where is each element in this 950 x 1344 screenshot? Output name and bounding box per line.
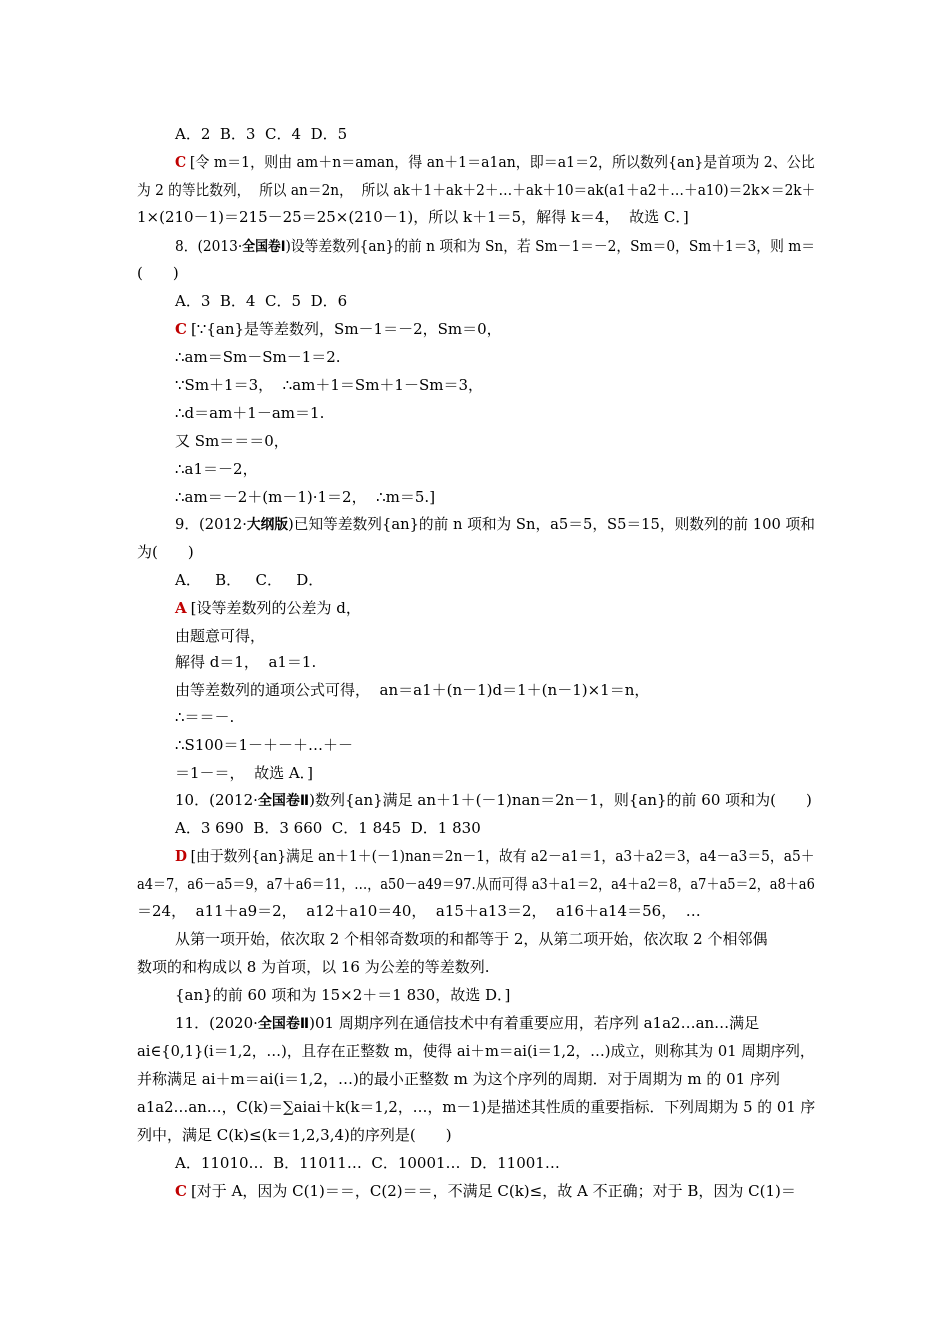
- q10-stem: 10．(2012·全国卷Ⅱ)数列{an}满足 an＋1＋(－1)nan＝2n－1，则{an}的前 60 项和为( ): [175, 791, 812, 809]
- q10-solution-line: {an}的前 60 项和为 15×2＋＝1 830，故选 D．]: [175, 986, 511, 1004]
- q9-solution-line: ＝1－＝， 故选 A．]: [175, 764, 314, 782]
- q11-options: A．11010… B．11011… C．10001… D．11001…: [175, 1154, 560, 1172]
- q8-solution-line: ∵Sm＋1＝3， ∴am＋1＝Sm＋1－Sm＝3，: [175, 376, 484, 394]
- q9-options: A． B． C． D．: [175, 571, 324, 589]
- q9-solution-line: 解得 d＝1， a1＝1.: [175, 653, 317, 671]
- q9-solution-line: 由题意可得，: [175, 627, 266, 645]
- q8-solution: C [∵{an}是等差数列，Sm－1＝－2，Sm＝0，: [175, 320, 502, 338]
- q7-solution-line: 为 2 的等比数列， 所以 an＝2n， 所以 ak＋1＋ak＋2＋…＋ak＋10＝ak(a1＋a2＋…＋a10)＝2k×＝2k＋: [137, 181, 816, 199]
- q9-stem: 9．(2012·大纲版)已知等差数列{an}的前 n 项和为 Sn，a5＝5，S5＝15，则数列的前 100 项和: [175, 515, 815, 533]
- answer-letter: C: [175, 320, 187, 338]
- q9-solution: A [设等差数列的公差为 d，: [175, 599, 361, 617]
- q7-solution: C [令 m＝1，则由 am＋n＝aman，得 an＋1＝a1an，即＝a1＝2，所以数列{an}是首项为 2、公比: [175, 153, 815, 171]
- q10-solution-line: a4＝7，a6－a5＝9，a7＋a6＝11，…，a50－a49＝97.从而可得 a3＋a1＝2，a4＋a2＝8，a7＋a5＝2，a8＋a6: [137, 875, 815, 893]
- q10-source: 全国卷Ⅱ: [257, 793, 310, 809]
- q11-stem-line: a1a2…an…，C(k)＝∑aiai＋k(k＝1,2，…，m－1)是描述其性质的重要指标．下列周期为 5 的 01 序: [137, 1098, 816, 1116]
- q7-options: A．2 B．3 C．4 D．5: [175, 125, 348, 143]
- q10-solution: D [由于数列{an}满足 an＋1＋(－1)nan＝2n－1，故有 a2－a1＝1，a3＋a2＝3，a4－a3＝5，a5＋: [175, 847, 815, 865]
- q8-options: A．3 B．4 C．5 D．6: [175, 292, 348, 310]
- q11-stem-line: 并称满足 ai＋m＝ai(i＝1,2，…)的最小正整数 m 为这个序列的周期．对于周期为 m 的 01 序列: [137, 1070, 780, 1088]
- q8-stem: 8．(2013·全国卷Ⅰ)设等差数列{an}的前 n 项和为 Sn，若 Sm－1＝－2，Sm＝0，Sm＋1＝3，则 m＝: [175, 237, 815, 255]
- q11-solution: C [对于 A，因为 C(1)＝＝，C(2)＝＝，不满足 C(k)≤，故 A 不正确；对于 B，因为 C(1)＝: [175, 1182, 796, 1200]
- q8-source: 全国卷Ⅰ: [242, 239, 286, 255]
- q9-solution-line: ∴＝＝－.: [175, 708, 235, 726]
- q11-stem-line: 列中，满足 C(k)≤(k＝1,2,3,4)的序列是( ): [137, 1126, 452, 1144]
- q10-solution-line: ＝24， a11＋a9＝2， a12＋a10＝40， a15＋a13＝2， a16＋a14＝56， …: [137, 902, 701, 920]
- q8-solution-line: ∴am＝Sm－Sm－1＝2.: [175, 348, 341, 366]
- q10-options: A．3 690 B．3 660 C．1 845 D．1 830: [175, 819, 481, 837]
- q11-stem-line: ai∈{0,1}(i＝1,2，…)，且存在正整数 m，使得 ai＋m＝ai(i＝1,2，…)成立，则称其为 01 周期序列，: [137, 1042, 815, 1060]
- answer-letter: A: [175, 599, 187, 617]
- q9-stem-line: 为( ): [137, 543, 194, 561]
- q10-solution-line: 从第一项开始，依次取 2 个相邻奇数项的和都等于 2，从第二项开始，依次取 2 个相邻偶: [175, 930, 768, 948]
- q8-solution-line: ∴am＝－2＋(m－1)·1＝2， ∴m＝5.]: [175, 488, 436, 506]
- q10-solution-line: 数项的和构成以 8 为首项，以 16 为公差的等差数列.: [137, 958, 490, 976]
- answer-letter: D: [175, 847, 187, 865]
- q11-source: 全国卷Ⅱ: [257, 1016, 310, 1032]
- q9-solution-line: 由等差数列的通项公式可得， an＝a1＋(n－1)d＝1＋(n－1)×1＝n，: [175, 681, 650, 699]
- q8-solution-line: ∴a1＝－2，: [175, 460, 258, 478]
- answer-letter: C: [175, 153, 187, 171]
- q9-solution-line: ∴S100＝1－＋－＋…＋－: [175, 736, 353, 754]
- q8-stem-line: ( ): [137, 264, 179, 282]
- q7-solution-line: 1×(210－1)＝215－25＝25×(210－1)，所以 k＋1＝5，解得 k＝4， 故选 C．]: [137, 208, 689, 226]
- answer-letter: C: [175, 1182, 187, 1200]
- q11-stem: 11．(2020·全国卷Ⅱ)01 周期序列在通信技术中有着重要应用，若序列 a1a2…an…满足: [175, 1014, 760, 1032]
- q8-solution-line: ∴d＝am＋1－am＝1.: [175, 404, 325, 422]
- q9-source: 大纲版: [246, 517, 289, 533]
- q8-solution-line: 又 Sm＝＝＝0，: [175, 432, 289, 450]
